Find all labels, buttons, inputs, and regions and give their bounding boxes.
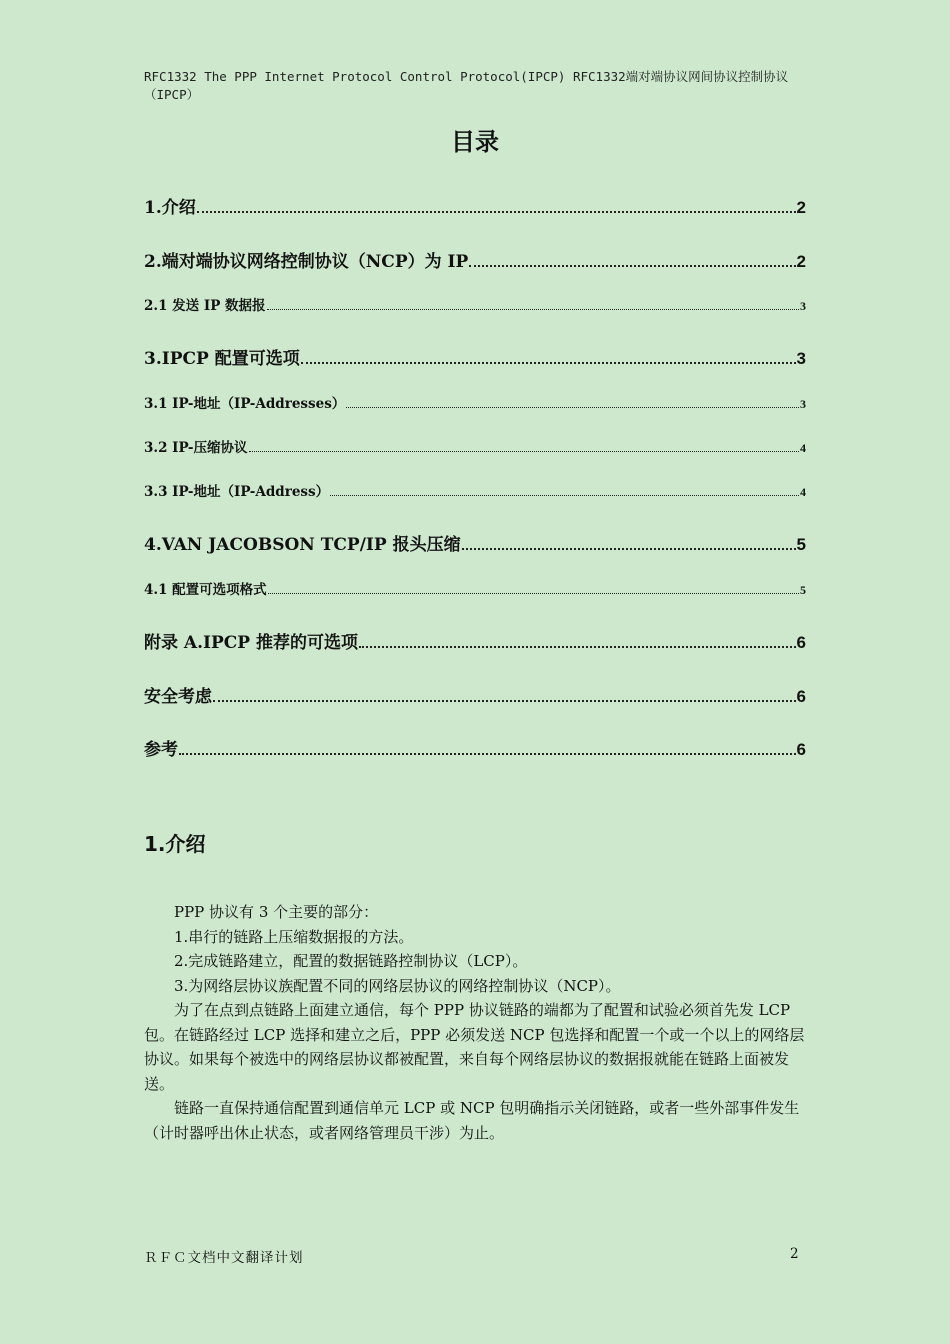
toc-leader-dots [267,309,799,310]
toc-entry-label: 3.2 IP-压缩协议 [144,440,248,456]
toc-leader-dots [197,211,796,213]
body-paragraph: 2.完成链路建立，配置的数据链路控制协议（LCP）。 [174,952,528,970]
running-header-line-2: （IPCP） [144,87,200,102]
toc-entry-page: 5 [796,535,806,554]
toc-entry-label: 2.端对端协议网络控制协议（NCP）为 IP [144,252,469,272]
running-header [144,68,808,104]
toc-entry-label: 2.1 发送 IP 数据报 [144,298,266,314]
toc-entry[interactable] [144,193,806,218]
body-paragraph: PPP 协议有 3 个主要的部分： [174,903,379,921]
toc-entry-page: 4 [800,441,806,455]
toc-entry[interactable] [144,578,806,598]
toc-leader-dots [179,753,796,755]
toc-entry[interactable] [144,628,806,653]
toc-entry-page: 3 [800,299,806,313]
toc-leader-dots [359,646,796,648]
toc-leader-dots [249,451,799,452]
footer-page-number: 2 [790,1246,799,1262]
toc-entry-page: 2 [796,198,806,217]
toc-entry[interactable] [144,480,806,500]
toc-entry-label: 附录 A.IPCP 推荐的可选项 [144,633,358,653]
section-heading: 1.介绍 [144,832,206,856]
toc-entry-page: 6 [796,740,806,759]
toc-entry[interactable] [144,682,806,707]
toc-entry[interactable] [144,294,806,314]
body-paragraph: 链路一直保持通信配置到通信单元 LCP 或 NCP 包明确指示关闭链路，或者一些外部事件发生（计时器呼出休止状态，或者网络管理员干涉）为止。 [144,1099,800,1142]
toc-leader-dots [469,265,795,267]
toc-leader-dots [346,407,799,408]
toc-title: 目录 [451,128,499,156]
toc-leader-dots [330,495,799,496]
toc-entry-label: 4.VAN JACOBSON TCP/IP 报头压缩 [144,535,461,555]
toc-leader-dots [213,700,796,702]
toc-entry-page: 6 [796,633,806,652]
toc-entry[interactable] [144,436,806,456]
body-paragraph: 1.串行的链路上压缩数据报的方法。 [174,927,414,946]
toc-leader-dots [268,593,799,594]
toc-entry-label: 3.1 IP-地址（IP-Addresses） [144,396,346,412]
toc-entry[interactable] [144,392,806,412]
toc-entry-page: 4 [800,485,806,499]
toc-entry[interactable] [144,344,806,369]
toc-entry[interactable] [144,735,806,760]
toc-entry-label: 参考 [144,740,178,760]
section-body [144,900,808,1145]
toc-entry-label: 3.IPCP 配置可选项 [144,349,300,369]
toc-entry-label: 3.3 IP-地址（IP-Address） [144,484,330,500]
toc-entry-label: 4.1 配置可选项格式 [144,582,267,598]
toc-entry-label: 1.介绍 [144,198,196,218]
body-paragraph: 3.为网络层协议族配置不同的网络层协议的网络控制协议（NCP）。 [174,976,621,995]
footer-project-name: ＲＦＣ文档中文翻译计划 [144,1250,304,1266]
toc-entry-page: 5 [800,583,806,597]
toc-leader-dots [301,362,796,364]
toc-entry-page: 3 [796,349,806,368]
toc-entry-page: 2 [796,252,806,271]
toc-entry[interactable] [144,530,806,555]
toc-entry-label: 安全考虑 [144,687,212,707]
body-paragraph: 为了在点到点链路上面建立通信，每个 PPP 协议链路的端都为了配置和试验必须首先发 LCP 包。在链路经过 LCP 选择和建立之后，PPP 必须发送 NCP 包选择和配置一个或一个以上的网络层协议。如果每个被选中的网络层协议都被配置，来自每个网络层协议的数据报就能在链路上面被发送。 [144,1001,805,1093]
toc-entry[interactable] [144,247,806,272]
toc-leader-dots [462,548,796,550]
toc-entry-page: 6 [796,687,806,706]
running-header-line-1: RFC1332 The PPP Internet Protocol Control Protocol(IPCP) RFC1332端对端协议网间协议控制协议 [144,69,789,84]
toc-entry-page: 3 [800,397,806,411]
